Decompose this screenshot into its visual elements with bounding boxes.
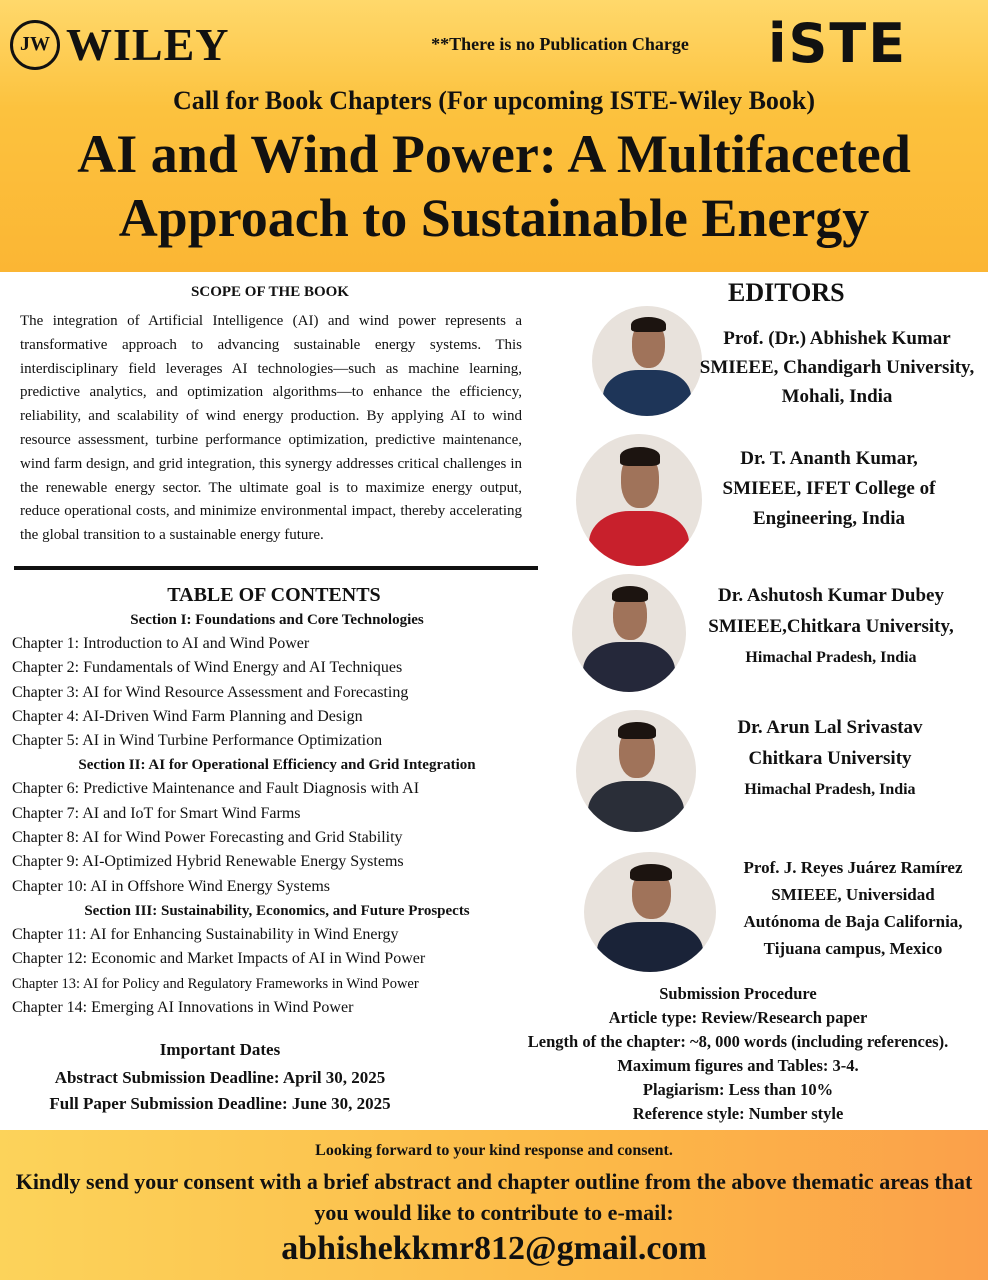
toc-chapter: Chapter 11: AI for Enhancing Sustainability in Wind Energy — [12, 925, 399, 943]
footer-instructions: Kindly send your consent with a brief abstract and chapter outline from the above thematic areas that you would like to contribute to e-mail: — [15, 1169, 973, 1225]
book-title-line1: AI and Wind Power: A Multifaceted — [77, 124, 911, 184]
contact-email[interactable]: abhishekkmr812@gmail.com — [281, 1230, 707, 1267]
toc-chapter: Chapter 3: AI for Wind Resource Assessment and Forecasting — [12, 683, 409, 701]
scope-text: The integration of Artificial Intelligence (AI) and wind power represents a transformative approach to advancing sustainable energy systems. This interdisciplinary field leverages AI technologies—such as machine learning, predictive analytics, and optimization algorithms—to enhance the efficiency, reliability, and scalability of wind energy production. By applying AI to wind resource assessment, turbine performance optimization, predictive maintenance, wind farm design, and grid integration, this synergy addresses critical challenges in the renewable energy sector. The ultimate goal is to maximize energy output, reduce operational costs, and minimize environmental impact, thereby accelerating the global transition to a sustainable energy future. — [20, 313, 522, 544]
editor-5: Prof. J. Reyes Juárez Ramírez SMIEEE, Universidad Autónoma de Baja California, Tijuana campus, Mexico — [743, 858, 963, 958]
editor-3: Dr. Ashutosh Kumar Dubey SMIEEE,Chitkara University, Himachal Pradesh, India — [708, 585, 954, 666]
wiley-seal-icon: JW — [10, 20, 60, 70]
iste-logo: iSTE — [768, 12, 908, 75]
editor-photo — [576, 710, 696, 832]
toc-chapter: Chapter 4: AI-Driven Wind Farm Planning and Design — [12, 707, 363, 725]
editor-photo — [576, 434, 702, 566]
toc-chapter: Chapter 7: AI and IoT for Smart Wind Farms — [12, 804, 301, 822]
abstract-deadline: Abstract Submission Deadline: April 30, 2025 — [54, 1068, 386, 1087]
no-charge-note: **There is no Publication Charge — [431, 34, 689, 54]
toc-chapter: Chapter 6: Predictive Maintenance and Fault Diagnosis with AI — [12, 780, 420, 798]
toc-chapter: Chapter 10: AI in Offshore Wind Energy Systems — [12, 877, 330, 895]
book-title-line2: Approach to Sustainable Energy — [118, 188, 870, 248]
toc-chapter: Chapter 2: Fundamentals of Wind Energy and AI Techniques — [12, 659, 403, 677]
editor-1: Prof. (Dr.) Abhishek Kumar SMIEEE, Chandigarh University, Mohali, India — [699, 328, 975, 407]
toc-section-heading: Section II: AI for Operational Efficiency and Grid Integration — [78, 757, 476, 774]
submission-item: Maximum figures and Tables: 3-4. — [617, 1056, 859, 1075]
dates-heading: Important Dates — [159, 1040, 281, 1059]
toc-chapter: Chapter 1: Introduction to AI and Wind Power — [12, 635, 310, 652]
submission-item: Plagiarism: Less than 10% — [642, 1080, 834, 1099]
call-for-chapters: Call for Book Chapters (For upcoming ISTE-Wiley Book) — [172, 86, 816, 115]
editor-2: Dr. T. Ananth Kumar, SMIEEE, IFET College of Engineering, India — [722, 448, 936, 529]
wiley-logo — [10, 18, 229, 71]
editor-photo — [572, 574, 686, 692]
full-paper-deadline: Full Paper Submission Deadline: June 30, 2025 — [49, 1094, 391, 1113]
toc-chapter: Chapter 9: AI-Optimized Hybrid Renewable Energy Systems — [12, 853, 404, 871]
toc-heading: TABLE OF CONTENTS — [167, 584, 381, 606]
toc-chapter: Chapter 8: AI for Wind Power Forecasting and Grid Stability — [12, 829, 403, 847]
footer-note: Looking forward to your kind response and consent. — [315, 1142, 673, 1159]
editor-photo — [584, 852, 716, 972]
book-title — [0, 122, 988, 250]
toc-section-heading: Section III: Sustainability, Economics, and Future Prospects — [84, 902, 470, 919]
toc-chapter: Chapter 5: AI in Wind Turbine Performance Optimization — [12, 732, 383, 750]
toc-chapter: Chapter 13: AI for Policy and Regulatory Frameworks in Wind Power — [12, 975, 419, 992]
editors-heading: EDITORS — [728, 278, 845, 307]
submission-heading: Submission Procedure — [659, 984, 817, 1003]
toc-section-heading: Section I: Foundations and Core Technologies — [130, 612, 424, 628]
wiley-wordmark: WILEY — [66, 19, 230, 70]
submission-item: Reference style: Number style — [632, 1104, 844, 1123]
editor-4: Dr. Arun Lal Srivastav Chitkara University Himachal Pradesh, India — [737, 717, 923, 798]
scope-heading: SCOPE OF THE BOOK — [191, 284, 349, 300]
submission-item: Article type: Review/Research paper — [608, 1008, 868, 1027]
toc-list — [12, 608, 542, 1020]
toc-chapter: Chapter 14: Emerging AI Innovations in Wind Power — [12, 998, 354, 1016]
submission-item: Length of the chapter: ~8, 000 words (including references). — [527, 1032, 949, 1051]
toc-chapter: Chapter 12: Economic and Market Impacts of AI in Wind Power — [12, 950, 426, 968]
divider — [14, 566, 538, 570]
